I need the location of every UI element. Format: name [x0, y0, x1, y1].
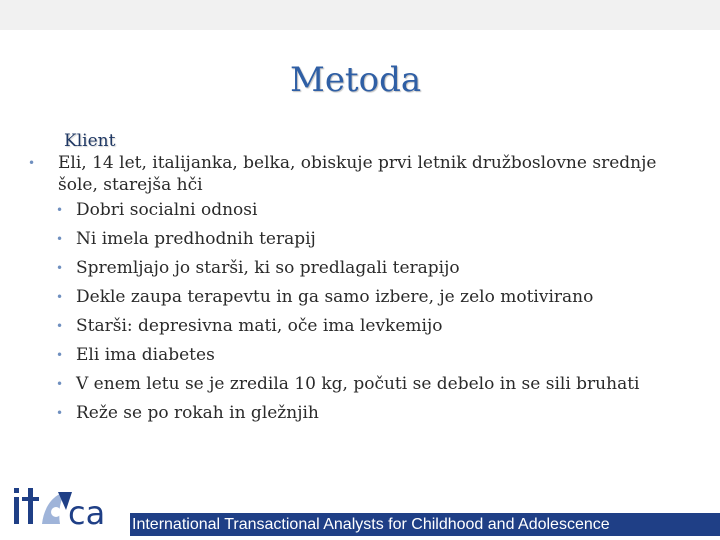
list-item-text: Dekle zaupa terapevtu in ga samo izbere, je zelo motivirano — [76, 287, 594, 307]
bullet-icon: • — [56, 319, 64, 333]
bullet-icon: • — [56, 261, 64, 275]
list-item-text: Spremljajo jo starši, ki so predlagali terapijo — [76, 258, 460, 278]
list-item-text: Ni imela predhodnih terapij — [76, 229, 316, 249]
sub-bullet-list — [28, 196, 688, 428]
top-band — [0, 0, 720, 30]
list-item-text: Eli ima diabetes — [76, 345, 215, 365]
list-item — [28, 312, 688, 341]
list-item-text: Reže se po rokah in gležnjih — [76, 403, 319, 423]
bullet-icon: • — [56, 290, 64, 304]
slide-content — [28, 130, 688, 428]
section-label: Klient — [64, 131, 116, 151]
list-item-text: Dobri socialni odnosi — [76, 200, 258, 220]
bullet-icon: • — [56, 232, 64, 246]
bullet-icon: • — [56, 348, 64, 362]
list-item — [28, 225, 688, 254]
list-item — [28, 341, 688, 370]
list-item — [28, 254, 688, 283]
list-item-text: V enem letu se je zredila 10 kg, počuti se debelo in se sili bruhati — [76, 374, 640, 394]
bullet-icon: • — [56, 406, 64, 420]
list-item — [28, 370, 688, 399]
list-item-text: Starši: depresivna mati, oče ima levkemijo — [76, 316, 443, 336]
main-bullet-text: Eli, 14 let, italijanka, belka, obiskuje prvi letnik družboslovne srednje šole, starejša hči — [58, 153, 657, 195]
list-item — [28, 196, 688, 225]
list-item — [28, 399, 688, 428]
slide-title: Metoda — [290, 60, 422, 100]
footer-organization-band: International Transactional Analysts for Childhood and Adolescence — [130, 513, 720, 536]
logo-icon — [0, 470, 130, 540]
bullet-icon: • — [56, 377, 64, 391]
main-bullet-item — [28, 152, 688, 196]
bullet-icon: • — [28, 156, 36, 170]
svg-text:ca: ca — [68, 494, 106, 532]
bullet-icon: • — [56, 203, 64, 217]
itaca-logo — [0, 470, 130, 540]
list-item — [28, 283, 688, 312]
